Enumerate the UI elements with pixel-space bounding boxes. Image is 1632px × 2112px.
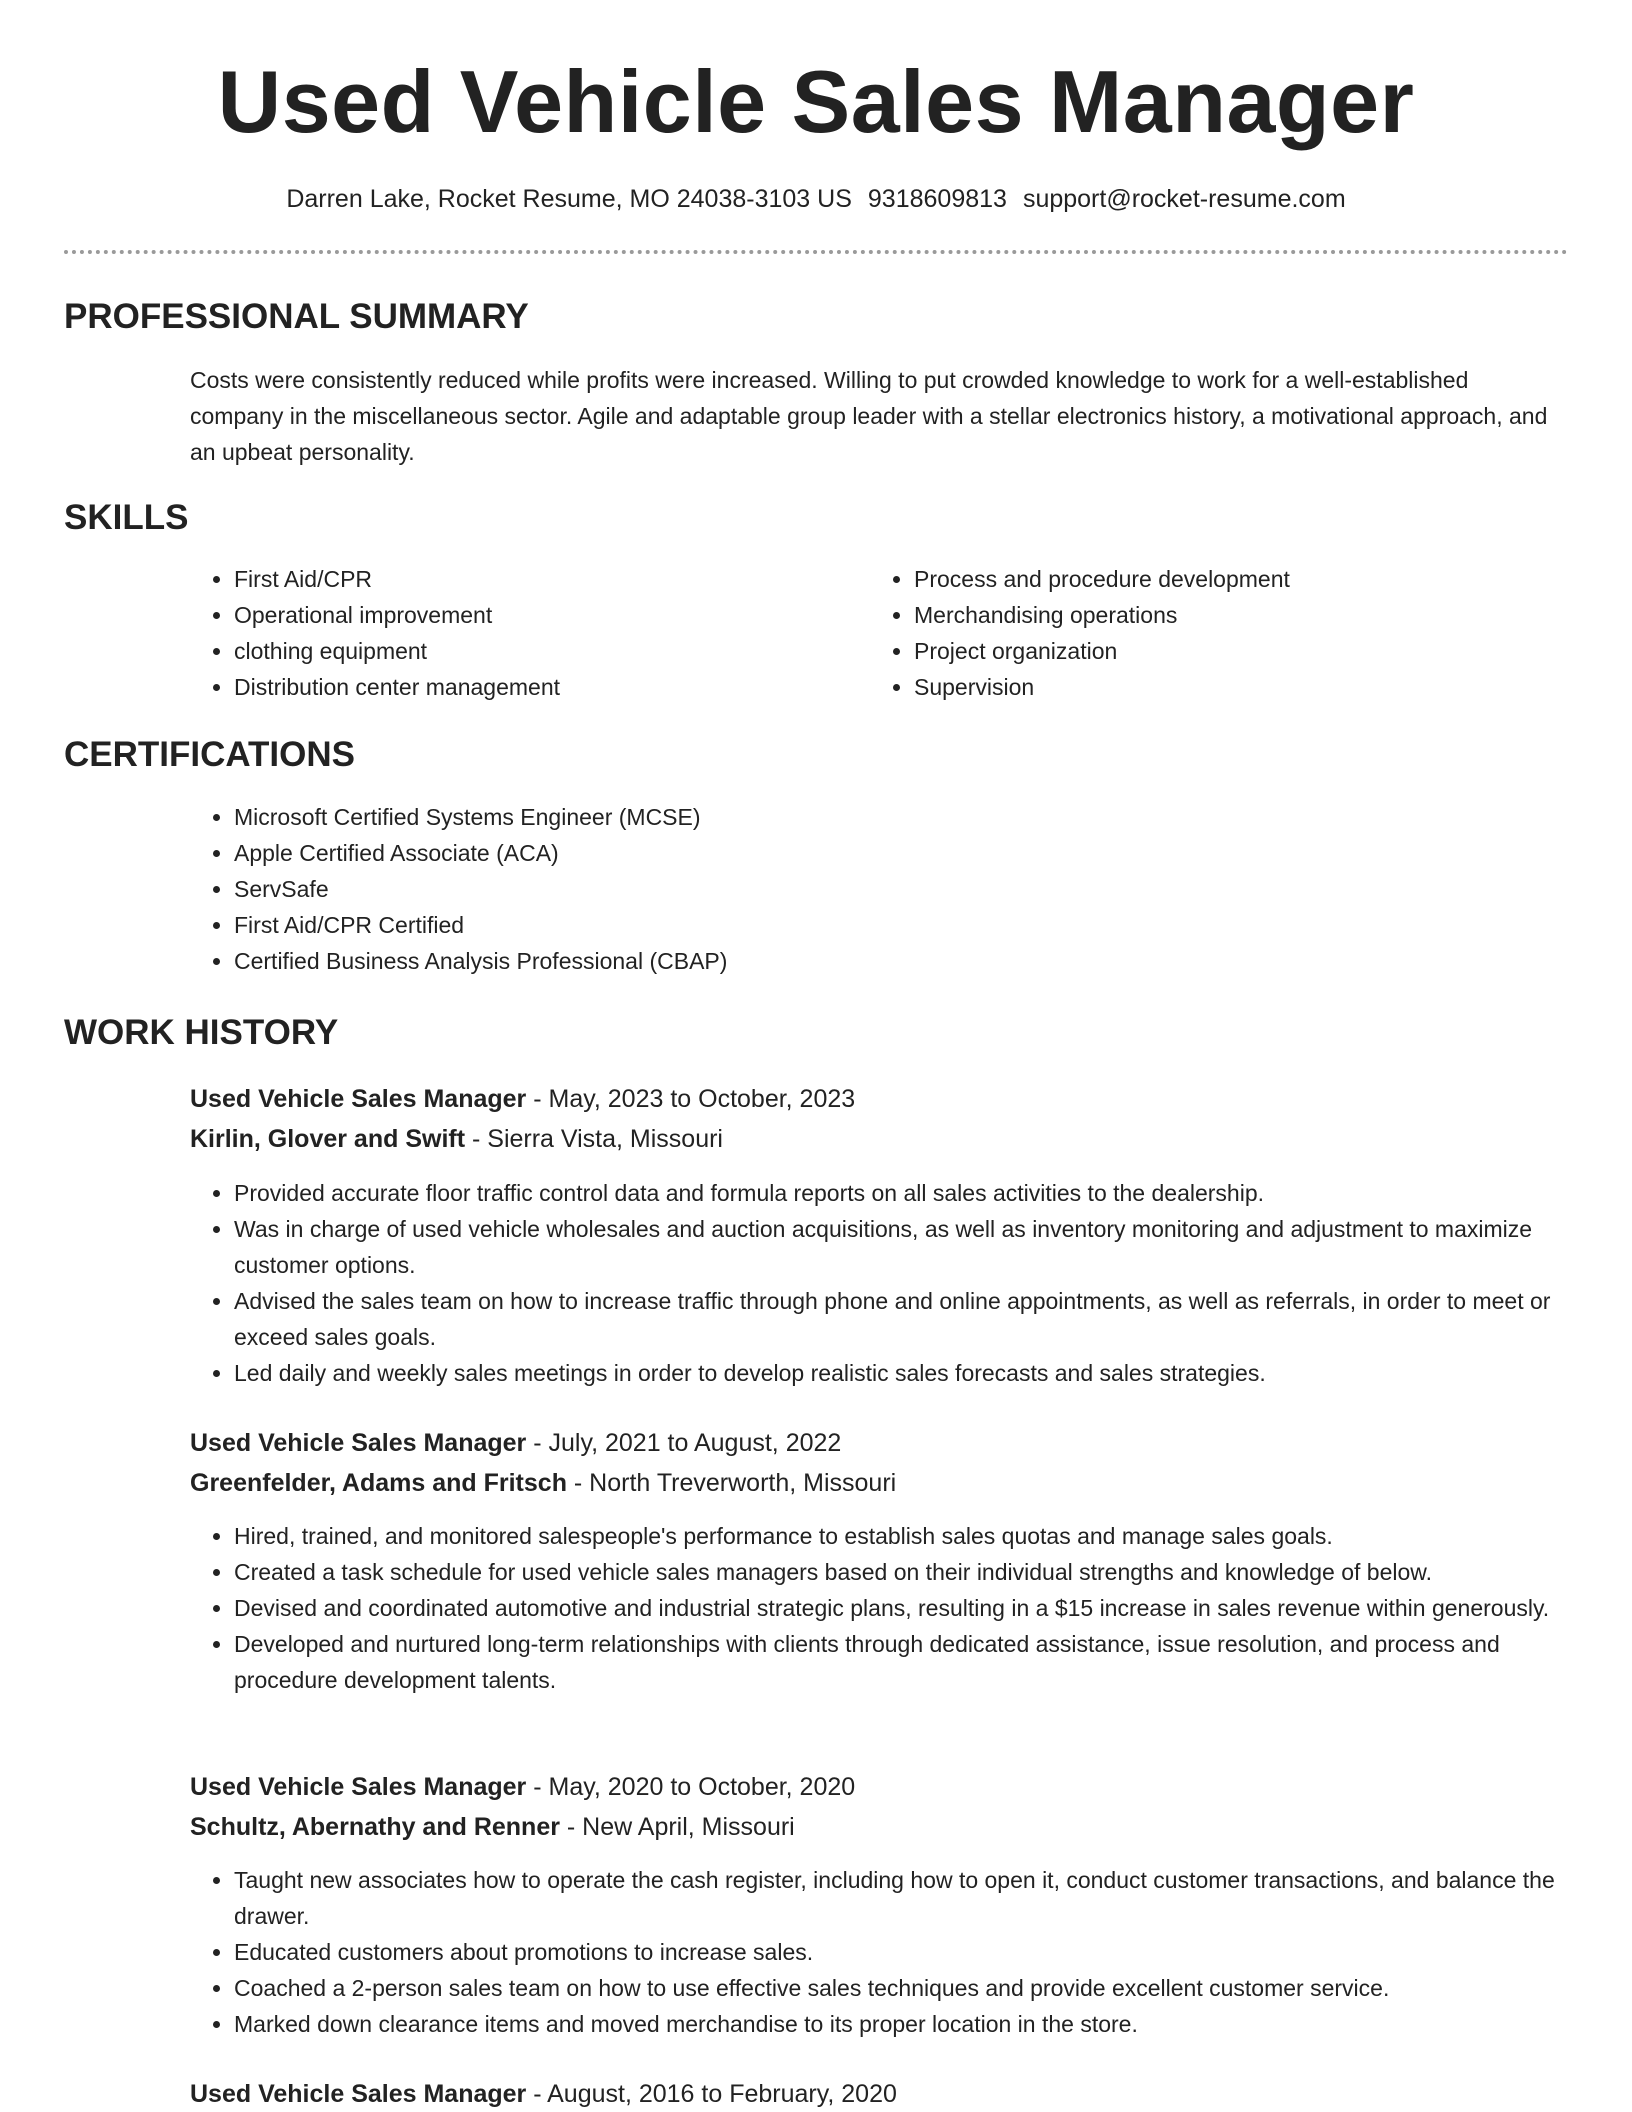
job-company: Greenfelder, Adams and Fritsch xyxy=(190,1469,567,1497)
job-bullet: • Led daily and weekly sales meetings in order to develop realistic sales forecasts and sales strategies. xyxy=(234,1355,1604,1391)
skill-item: • Process and procedure development xyxy=(914,561,1554,597)
certification-item: • First Aid/CPR Certified xyxy=(234,907,1534,943)
job-location: - North Treverworth, Missouri xyxy=(566,1469,897,1497)
summary-text: Costs were consistently reduced while profits were increased. Willing to put crowded knowledge to work for a well-established company in the miscellaneous sector. Agile and adaptable group leader with a stellar electronics history, a motivational approach, and an upbeat personality. xyxy=(190,367,1548,465)
job-dates: - July, 2021 to August, 2022 xyxy=(526,1429,842,1457)
certification-item: • Microsoft Certified Systems Engineer (MCSE) xyxy=(234,799,1534,835)
job-company-line xyxy=(190,1809,795,1845)
job-bullet: • Was in charge of used vehicle wholesales and auction acquisitions, as well as inventory monitoring and adjustment to maximize customer options. xyxy=(234,1211,1604,1283)
job-title-line xyxy=(190,1081,855,1117)
job-bullet: • Developed and nurtured long-term relationships with clients through dedicated assistance, issue resolution, and process and procedure development talents. xyxy=(234,1626,1604,1698)
skill-item: • Operational improvement xyxy=(234,597,854,633)
job-title-line xyxy=(190,1425,841,1461)
job-location: - Sierra Vista, Missouri xyxy=(465,1125,723,1153)
skills-title: SKILLS xyxy=(64,498,189,537)
certification-item: • Certified Business Analysis Professional (CBAP) xyxy=(234,943,1534,979)
skill-item: • Merchandising operations xyxy=(914,597,1554,633)
contact-email: support@rocket-resume.com xyxy=(1022,185,1346,213)
job-dates: - August, 2016 to February, 2020 xyxy=(526,2080,897,2108)
job-title: Used Vehicle Sales Manager xyxy=(190,2080,527,2108)
skills-list-left xyxy=(190,561,854,705)
job-dates: - May, 2020 to October, 2020 xyxy=(526,1773,856,1801)
job-bullet: • Educated customers about promotions to increase sales. xyxy=(234,1934,1604,1970)
job-bullet: • Provided accurate floor traffic control data and formula reports on all sales activities to the dealership. xyxy=(234,1175,1604,1211)
summary-title: PROFESSIONAL SUMMARY xyxy=(64,297,529,336)
resume-page xyxy=(64,0,1568,2108)
contact-address: Darren Lake, Rocket Resume, MO 24038-3103 US xyxy=(286,185,852,213)
skills-list-right xyxy=(870,561,1554,705)
job-bullet: • Created a task schedule for used vehicle sales managers based on their individual strengths and knowledge of below. xyxy=(234,1554,1604,1590)
job-bullet: • Devised and coordinated automotive and industrial strategic plans, resulting in a $15 increase in sales revenue within generously. xyxy=(234,1590,1604,1626)
work-history-title: WORK HISTORY xyxy=(64,1013,339,1052)
resume-name: Used Vehicle Sales Manager xyxy=(217,52,1415,151)
skill-item: • Supervision xyxy=(914,669,1554,705)
skill-item: • Project organization xyxy=(914,633,1554,669)
job-company: Kirlin, Glover and Swift xyxy=(190,1125,466,1153)
certifications-title: CERTIFICATIONS xyxy=(64,735,356,774)
job-bullet: • Hired, trained, and monitored salespeople's performance to establish sales quotas and manage sales goals. xyxy=(234,1518,1604,1554)
contact-phone: 9318609813 xyxy=(867,185,1007,213)
job-company: Schultz, Abernathy and Renner xyxy=(190,1813,560,1841)
job-company-line xyxy=(190,1465,896,1501)
job-title-line xyxy=(190,1769,855,1805)
job-dates: - May, 2023 to October, 2023 xyxy=(526,1085,856,1113)
job-bullets xyxy=(190,1518,1604,1698)
job-company-line xyxy=(190,1121,723,1157)
skill-item: • clothing equipment xyxy=(234,633,854,669)
header-divider xyxy=(64,250,1568,254)
job-bullet: • Taught new associates how to operate the cash register, including how to open it, conduct customer transactions, and balance the drawer. xyxy=(234,1862,1604,1934)
contact-line xyxy=(64,78,1568,214)
certification-item: • ServSafe xyxy=(234,871,1534,907)
job-bullets xyxy=(190,1175,1604,1391)
skill-item: • Distribution center management xyxy=(234,669,854,705)
job-bullet: • Advised the sales team on how to increase traffic through phone and online appointments, as well as referrals, in order to meet or exceed sales goals. xyxy=(234,1283,1604,1355)
job-bullet: • Marked down clearance items and moved merchandise to its proper location in the store. xyxy=(234,2006,1604,2042)
skill-item: • First Aid/CPR xyxy=(234,561,854,597)
job-title: Used Vehicle Sales Manager xyxy=(190,1773,527,1801)
job-location: - New April, Missouri xyxy=(559,1813,795,1841)
job-bullets xyxy=(190,1862,1604,2042)
job-bullet: • Coached a 2-person sales team on how to use effective sales techniques and provide excellent customer service. xyxy=(234,1970,1604,2006)
job-title: Used Vehicle Sales Manager xyxy=(190,1429,527,1457)
certification-item: • Apple Certified Associate (ACA) xyxy=(234,835,1534,871)
job-title: Used Vehicle Sales Manager xyxy=(190,1085,527,1113)
certifications-list xyxy=(190,799,1534,979)
job-title-line xyxy=(190,2076,897,2112)
